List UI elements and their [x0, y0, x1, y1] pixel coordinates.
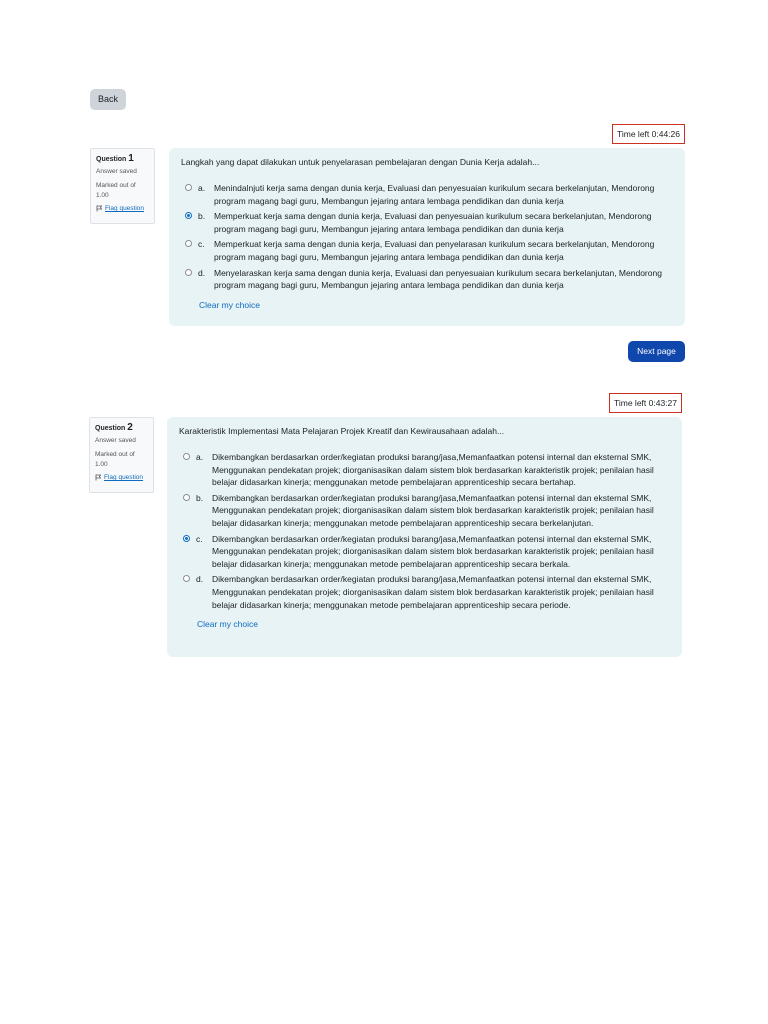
answer-option-q2-d[interactable]	[179, 573, 670, 611]
radio-button[interactable]	[185, 184, 192, 191]
question-grade-q1: Marked out of 1.00	[96, 182, 136, 199]
flag-icon	[95, 474, 102, 481]
question-state-q2: Answer saved	[95, 437, 136, 444]
flag-question-label: Flag question	[104, 474, 144, 481]
option-text: Menyelaraskan kerja sama dengan dunia kerja, Evaluasi dan penyesuaian kurikulum secara berkelanjutan, Mendorong program magang bagi guru, Membangun jejaring antara lembaga pendidikan dan dunia kerja	[214, 267, 662, 291]
option-text: Dikembangkan berdasarkan order/kegiatan produksi barang/jasa,Memanfaatkan potensi internal dan eksternal SMK, Menggunakan pendekatan projek; diorganisasikan dalam sistem blok berdasarkan karakteristik projek; penilaian hasil belajar didasarkan kinerja; menggunakan metode pembelajaran apprenticeship secara bertahap.	[212, 452, 654, 488]
question-grade-q2: Marked out of 1.00	[95, 451, 135, 468]
answer-option-q1-a[interactable]	[181, 182, 673, 207]
answer-option-q1-d[interactable]	[181, 267, 673, 292]
clear-choice-link-q2[interactable]: Clear my choice	[197, 619, 258, 630]
option-text: Memperkuat kerja sama dengan dunia kerja, Evaluasi dan penyelarasan kurikulum secara berkelanjutan, Mendorong program magang bagi guru, Membangun jejaring antara lembaga pendidikan dan dunia kerja	[214, 239, 655, 262]
option-letter: d.	[198, 267, 206, 278]
question-number-q1: Question 1	[96, 153, 134, 164]
radio-button[interactable]	[183, 575, 190, 582]
answer-option-q1-c[interactable]	[181, 238, 673, 263]
flag-question-label: Flag question	[105, 205, 145, 212]
option-text: Dikembangkan berdasarkan order/kegiatan produksi barang/jasa,Memanfaatkan potensi internal dan eksternal SMK, Menggunakan pendekatan projek; diorganisasikan dalam sistem blok berdasarkan karakteristik projek; penilaian hasil belajar didasarkan kinerja; menggunakan metode pembelajaran apprenticeship secara berkala.	[212, 533, 654, 569]
question-number-q2: Question 2	[95, 422, 133, 433]
question-info-q2	[89, 417, 154, 493]
radio-button-selected[interactable]	[183, 535, 190, 542]
option-letter: b.	[196, 492, 204, 503]
option-text: Dikembangkan berdasarkan order/kegiatan produksi barang/jasa,Memanfaatkan potensi internal dan eksternal SMK, Menggunakan pendekatan projek; diorganisasikan dalam sistem blok berdasarkan karakteristik projek; penilaian hasil belajar didasarkan kinerja; menggunakan metode pembelajaran apprenticeship secara periode.	[212, 574, 654, 610]
option-letter: c.	[198, 239, 205, 250]
question-info-q1	[90, 148, 155, 224]
flag-icon	[96, 205, 103, 212]
next-page-button[interactable]: Next page	[628, 341, 685, 362]
question-state-q1: Answer saved	[96, 168, 137, 175]
radio-button-selected[interactable]	[185, 212, 192, 219]
radio-button[interactable]	[183, 494, 190, 501]
answer-option-q2-c[interactable]	[179, 533, 670, 571]
option-letter: a.	[196, 452, 204, 462]
question-text-q2: Karakteristik Implementasi Mata Pelajaran Projek Kreatif dan Kewirausahaan adalah...	[179, 426, 505, 436]
radio-button[interactable]	[185, 269, 192, 276]
option-letter: a.	[198, 183, 206, 193]
flag-question-q1[interactable]	[96, 205, 149, 212]
question-box-q1	[169, 148, 685, 326]
timer-q1: Time left 0:44:26	[612, 124, 685, 144]
option-letter: d.	[196, 574, 204, 585]
answer-option-q1-b[interactable]	[181, 210, 673, 235]
flag-question-q2[interactable]	[95, 474, 148, 481]
option-letter: c.	[196, 533, 203, 544]
timer-q2: Time left 0:43:27	[609, 393, 682, 413]
clear-choice-link-q1[interactable]: Clear my choice	[199, 299, 260, 310]
radio-button[interactable]	[183, 453, 190, 460]
question-box-q2	[167, 417, 682, 657]
back-button[interactable]: Back	[90, 89, 126, 110]
option-text: Memperkuat kerja sama dengan dunia kerja, Evaluasi dan penyesuaian kurikulum secara berkelanjutan, Mendorong program magang bagi guru, Membangun jejaring antara lembaga pendidikan dan dunia kerja	[214, 211, 652, 234]
answer-option-q2-b[interactable]	[179, 492, 670, 530]
option-text: Dikembangkan berdasarkan order/kegiatan produksi barang/jasa,Memanfaatkan potensi internal dan eksternal SMK, Menggunakan pendekatan projek; diorganisasikan dalam sistem blok berdasarkan karakteristik projek; penilaian hasil belajar didasarkan kinerja; menggunakan metode pembelajaran apprenticeship secara berkelanjutan.	[212, 492, 654, 528]
radio-button[interactable]	[185, 240, 192, 247]
option-letter: b.	[198, 211, 206, 222]
option-text: Menindalnjuti kerja sama dengan dunia kerja, Evaluasi dan penyesuaian kurikulum secara berkelanjutan, Mendorong program magang bagi guru, Membangun jejaring antara lembaga pendidikan dan dunia kerja	[214, 183, 655, 206]
answer-option-q2-a[interactable]	[179, 451, 670, 489]
question-text-q1: Langkah yang dapat dilakukan untuk penyelarasan pembelajaran dengan Dunia Kerja adalah...	[181, 157, 540, 167]
